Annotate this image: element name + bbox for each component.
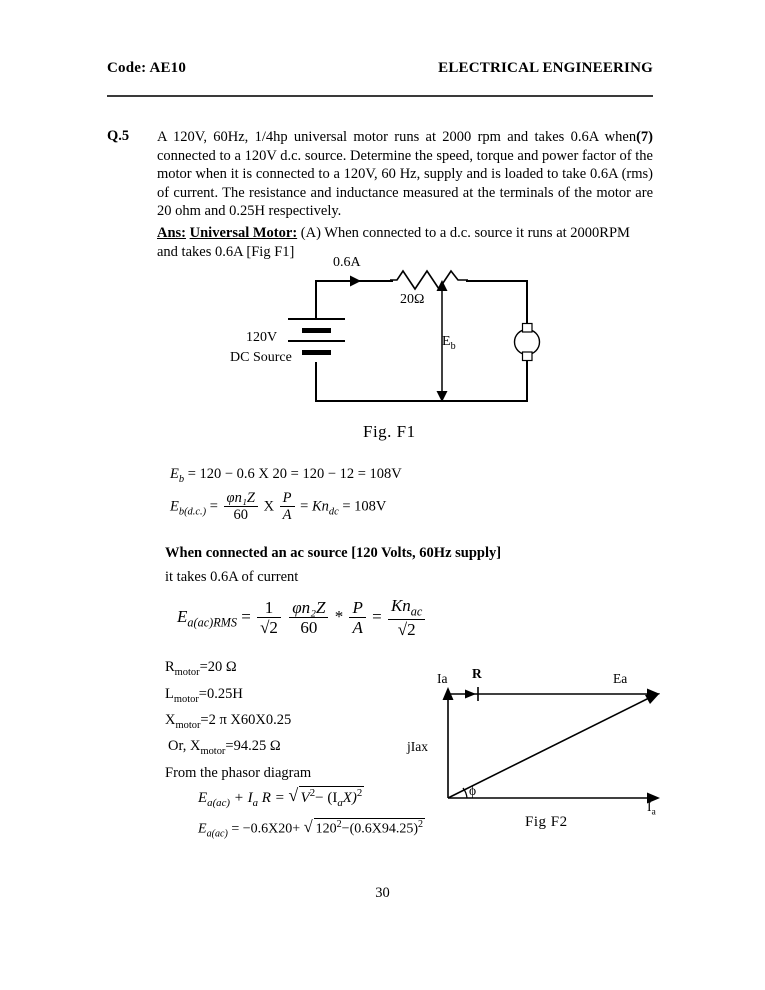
page-header: [107, 60, 653, 82]
equation-phasor-1: $E_{a(ac)} + I_a$ R = √ $V^2- (I_aX)^2$: [198, 786, 364, 809]
battery-plate-short-2: [302, 350, 331, 355]
battery-plate-short-1: [302, 328, 331, 333]
wire-left-upper: [315, 280, 317, 318]
header-subject: ELECTRICAL ENGINEERING: [438, 60, 653, 76]
current-arrow-icon: [342, 273, 364, 289]
current-label: 0.6A: [333, 255, 361, 270]
ac-section-heading: When connected an ac source [120 Volts, 60Hz supply]: [165, 545, 502, 561]
wire-left-lower: [315, 362, 317, 402]
phasor-vectors: [415, 672, 670, 837]
battery-plate-long-2: [288, 340, 345, 342]
question-number: Q.5: [107, 128, 130, 144]
param-reactance-expr: $X_{motor}=2$ π X60X0.25: [165, 712, 292, 731]
wire-right-upper: [526, 280, 528, 325]
motor-symbol-icon: [509, 322, 545, 362]
source-type-label: DC Source: [230, 350, 292, 365]
header-code: Code: AE10: [107, 60, 187, 76]
param-inductance: $L_{motor}=0.25H$: [165, 686, 243, 705]
page-number: 30: [375, 885, 390, 901]
param-resistance: $R_{motor}=20$ Ω: [165, 659, 237, 678]
wire-right-lower: [526, 358, 528, 402]
param-reactance-value: Or, $X_{motor}=94.25$ Ω: [168, 738, 281, 757]
header-divider: [107, 95, 653, 97]
phasor-label-ea: Ea: [613, 671, 628, 686]
question-marks: (7): [636, 129, 653, 145]
question-body: A 120V, 60Hz, 1/4hp universal motor runs at 2000 rpm and takes 0.6A when connected to a 120V d.c. source. Determine the speed, torque and power factor of the motor when it is connected to a 120V, 60 Hz, supply and is loaded to take 0.6A (rms) of current. The resistance and inductance measured at the terminals of the motor are 20 ohm and 0.25H respectively.: [157, 129, 653, 220]
resistor-label: 20Ω: [400, 292, 425, 307]
source-voltage-label: 120V: [246, 330, 278, 345]
wire-top-right: [466, 280, 527, 282]
ac-section-subtext: it takes 0.6A of current: [165, 569, 299, 585]
wire-bottom: [315, 400, 527, 402]
phasor-diagram-fig-f2: [407, 666, 670, 837]
figure1-caption: Fig. F1: [363, 422, 416, 441]
answer-intro-text: (A) When connected to a d.c. source it runs at 2000RPM and takes 0.6A [Fig F1]: [157, 225, 630, 260]
equation-eb: $E_b = 120 - 0.6$ X 20 = 120 − 12 = 108V: [170, 466, 402, 485]
equation-ac-rms: $E_{a(ac)RMS}$ = $\frac{1}{√2}$ $\frac{\text{φn₂Z}}{60}$ * $\frac{P}{A}$ = $\frac{Kn_{ac}}{√2}$: [177, 596, 427, 640]
battery-plate-long-1: [288, 318, 345, 320]
answer-title: Universal Motor:: [189, 225, 298, 241]
phasor-label-ia-axis: $I_a$: [647, 799, 656, 818]
phasor-label-jiax: jIax: [407, 739, 428, 754]
figure2-caption: Fig F2: [525, 814, 568, 830]
question-text: [157, 128, 653, 221]
resistor-symbol-icon: [390, 268, 468, 294]
phasor-label-r: R: [472, 666, 482, 681]
emf-label: $E_b$: [442, 334, 456, 352]
phasor-label-ia-top: Ia: [437, 671, 448, 686]
phasor-label-phi: ϕ: [469, 783, 477, 798]
equation-eb-dc: $E_{b(d.c.)}$ = $\frac{\text{φn₁Z}}{60}$ X $\frac{P}{A}$ = $Kn_{dc} = 108V$: [170, 490, 387, 524]
equation-phasor-2: $E_{a(ac)} = -0.6X20+$ √ $120^2-(0.6X94.25)^2$: [198, 818, 425, 839]
from-phasor-text: From the phasor diagram: [165, 765, 312, 781]
circuit-diagram-fig-f1: [230, 252, 560, 442]
answer-label: Ans:: [157, 225, 187, 241]
